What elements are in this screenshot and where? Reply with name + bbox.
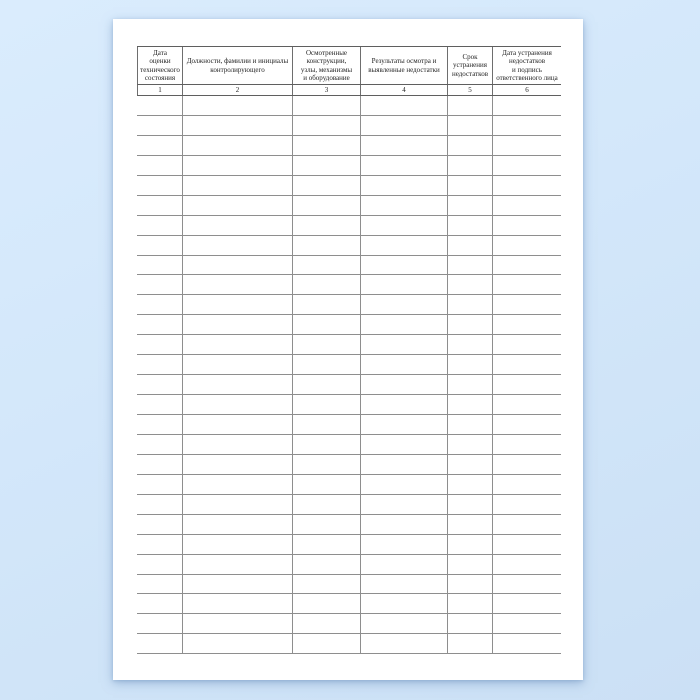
table-cell <box>447 355 492 374</box>
table-cell <box>492 335 561 354</box>
table-cell <box>182 116 292 135</box>
table-cell <box>492 375 561 394</box>
table-cell <box>447 315 492 334</box>
table-cell <box>137 495 182 514</box>
table-cell <box>182 355 292 374</box>
header-cell-date-fixed-signature: Дата устранения недостатков и подпись ответственного лица <box>492 47 561 84</box>
table-row <box>137 96 561 116</box>
table-cell <box>492 594 561 613</box>
table-cell <box>360 295 447 314</box>
table-cell <box>292 375 360 394</box>
table-cell <box>137 335 182 354</box>
table-cell <box>137 116 182 135</box>
table-cell <box>360 455 447 474</box>
table-cell <box>492 555 561 574</box>
table-cell <box>292 575 360 594</box>
table-cell <box>182 415 292 434</box>
table-cell <box>447 575 492 594</box>
table-cell <box>360 196 447 215</box>
table-cell <box>360 236 447 255</box>
table-cell <box>182 315 292 334</box>
table-cell <box>360 515 447 534</box>
table-cell <box>182 156 292 175</box>
table-row <box>137 256 561 276</box>
table-row <box>137 176 561 196</box>
table-cell <box>137 455 182 474</box>
table-row <box>137 236 561 256</box>
table-cell <box>492 196 561 215</box>
table-cell <box>360 475 447 494</box>
table-cell <box>182 196 292 215</box>
table-cell <box>137 216 182 235</box>
table-cell <box>182 594 292 613</box>
table-cell <box>137 435 182 454</box>
table-cell <box>492 295 561 314</box>
table-cell <box>447 216 492 235</box>
table-row <box>137 395 561 415</box>
table-cell <box>182 475 292 494</box>
table-cell <box>360 96 447 115</box>
table-cell <box>182 634 292 653</box>
table-cell <box>292 395 360 414</box>
table-cell <box>447 395 492 414</box>
table-cell <box>360 415 447 434</box>
table-cell <box>447 415 492 434</box>
column-number-row <box>137 85 561 96</box>
table-cell <box>447 455 492 474</box>
table-cell <box>182 176 292 195</box>
table-cell <box>292 495 360 514</box>
table-cell <box>137 236 182 255</box>
table-row <box>137 415 561 435</box>
table-row <box>137 594 561 614</box>
table-cell <box>360 275 447 294</box>
table-cell <box>137 634 182 653</box>
table-cell <box>492 236 561 255</box>
table-cell <box>292 295 360 314</box>
table-cell <box>447 335 492 354</box>
table-cell <box>447 555 492 574</box>
inspection-log-table <box>137 46 561 654</box>
header-cell-date-of-assessment: Дата оценки технического состояния <box>137 47 182 84</box>
table-cell <box>447 594 492 613</box>
table-cell <box>492 256 561 275</box>
table-cell <box>492 116 561 135</box>
table-cell <box>447 116 492 135</box>
table-cell <box>447 256 492 275</box>
table-cell <box>492 515 561 534</box>
column-number-2: 2 <box>182 85 292 95</box>
table-cell <box>182 535 292 554</box>
table-cell <box>360 495 447 514</box>
table-cell <box>447 535 492 554</box>
table-cell <box>447 96 492 115</box>
table-cell <box>447 614 492 633</box>
table-cell <box>182 435 292 454</box>
table-cell <box>492 415 561 434</box>
table-cell <box>360 156 447 175</box>
table-cell <box>292 515 360 534</box>
table-cell <box>182 455 292 474</box>
table-cell <box>292 256 360 275</box>
table-cell <box>182 275 292 294</box>
table-cell <box>292 435 360 454</box>
table-row <box>137 335 561 355</box>
table-cell <box>137 515 182 534</box>
table-cell <box>360 435 447 454</box>
table-cell <box>360 634 447 653</box>
table-cell <box>292 355 360 374</box>
table-cell <box>137 575 182 594</box>
table-cell <box>292 136 360 155</box>
table-cell <box>292 455 360 474</box>
table-row <box>137 535 561 555</box>
table-cell <box>360 575 447 594</box>
table-cell <box>292 116 360 135</box>
table-cell <box>447 475 492 494</box>
table-cell <box>447 196 492 215</box>
table-cell <box>292 96 360 115</box>
table-cell <box>182 575 292 594</box>
table-cell <box>492 535 561 554</box>
table-cell <box>492 495 561 514</box>
table-cell <box>137 355 182 374</box>
table-cell <box>292 475 360 494</box>
table-cell <box>360 256 447 275</box>
table-row <box>137 136 561 156</box>
table-row <box>137 315 561 335</box>
table-cell <box>137 555 182 574</box>
table-cell <box>137 156 182 175</box>
table-row <box>137 295 561 315</box>
table-cell <box>492 136 561 155</box>
table-row <box>137 355 561 375</box>
table-cell <box>492 355 561 374</box>
table-cell <box>360 594 447 613</box>
table-cell <box>360 555 447 574</box>
table-cell <box>492 96 561 115</box>
table-row <box>137 495 561 515</box>
table-row <box>137 196 561 216</box>
table-cell <box>292 156 360 175</box>
table-cell <box>292 335 360 354</box>
table-cell <box>360 136 447 155</box>
table-cell <box>492 575 561 594</box>
table-body <box>137 96 561 654</box>
table-row <box>137 475 561 495</box>
table-cell <box>492 634 561 653</box>
table-cell <box>292 176 360 195</box>
document-page <box>113 19 583 680</box>
table-cell <box>182 96 292 115</box>
table-cell <box>182 335 292 354</box>
table-cell <box>292 196 360 215</box>
table-cell <box>182 256 292 275</box>
table-cell <box>447 295 492 314</box>
table-row <box>137 575 561 595</box>
table-cell <box>137 96 182 115</box>
table-cell <box>292 315 360 334</box>
table-cell <box>137 475 182 494</box>
table-cell <box>137 295 182 314</box>
table-cell <box>182 495 292 514</box>
table-cell <box>137 415 182 434</box>
column-number-1: 1 <box>137 85 182 95</box>
table-cell <box>360 375 447 394</box>
table-cell <box>182 515 292 534</box>
table-cell <box>447 435 492 454</box>
table-cell <box>360 176 447 195</box>
table-cell <box>360 335 447 354</box>
table-cell <box>447 375 492 394</box>
table-cell <box>447 495 492 514</box>
table-cell <box>292 535 360 554</box>
table-cell <box>137 256 182 275</box>
table-row <box>137 555 561 575</box>
table-cell <box>360 535 447 554</box>
table-row <box>137 156 561 176</box>
table-cell <box>492 216 561 235</box>
table-cell <box>492 176 561 195</box>
table-cell <box>292 236 360 255</box>
table-cell <box>492 435 561 454</box>
table-cell <box>137 136 182 155</box>
table-cell <box>292 614 360 633</box>
table-cell <box>447 275 492 294</box>
table-cell <box>492 275 561 294</box>
table-cell <box>292 594 360 613</box>
table-cell <box>292 275 360 294</box>
table-cell <box>360 395 447 414</box>
table-row <box>137 375 561 395</box>
table-cell <box>137 275 182 294</box>
table-cell <box>292 415 360 434</box>
table-cell <box>137 315 182 334</box>
table-cell <box>137 375 182 394</box>
table-cell <box>492 395 561 414</box>
table-cell <box>137 176 182 195</box>
table-cell <box>492 614 561 633</box>
table-cell <box>492 455 561 474</box>
table-row <box>137 515 561 535</box>
table-cell <box>447 515 492 534</box>
table-cell <box>360 216 447 235</box>
table-cell <box>492 475 561 494</box>
table-cell <box>360 355 447 374</box>
table-cell <box>492 315 561 334</box>
table-cell <box>360 614 447 633</box>
table-cell <box>137 395 182 414</box>
table-row <box>137 216 561 236</box>
table-row <box>137 634 561 654</box>
column-number-3: 3 <box>292 85 360 95</box>
header-cell-inspection-results: Результаты осмотра и выявленные недостатки <box>360 47 447 84</box>
table-cell <box>137 594 182 613</box>
table-cell <box>182 555 292 574</box>
table-cell <box>360 116 447 135</box>
table-cell <box>447 176 492 195</box>
header-cell-deadline: Срок устранения недостатков <box>447 47 492 84</box>
column-number-6: 6 <box>492 85 561 95</box>
table-header <box>137 46 561 96</box>
table-row <box>137 275 561 295</box>
header-row <box>137 47 561 85</box>
table-cell <box>492 156 561 175</box>
table-cell <box>182 295 292 314</box>
header-cell-positions-names: Должности, фамилии и инициалы контролирующего <box>182 47 292 84</box>
table-cell <box>447 156 492 175</box>
table-row <box>137 435 561 455</box>
table-row <box>137 614 561 634</box>
table-row <box>137 116 561 136</box>
table-cell <box>137 535 182 554</box>
table-cell <box>137 196 182 215</box>
table-cell <box>182 136 292 155</box>
table-cell <box>447 136 492 155</box>
table-cell <box>137 614 182 633</box>
table-cell <box>447 236 492 255</box>
column-number-5: 5 <box>447 85 492 95</box>
table-cell <box>182 614 292 633</box>
table-cell <box>182 236 292 255</box>
column-number-4: 4 <box>360 85 447 95</box>
table-cell <box>360 315 447 334</box>
table-cell <box>182 395 292 414</box>
table-cell <box>447 634 492 653</box>
header-cell-inspected-structures: Осмотренные конструкции, узлы, механизмы и оборудование <box>292 47 360 84</box>
table-row <box>137 455 561 475</box>
table-cell <box>292 555 360 574</box>
table-cell <box>182 375 292 394</box>
table-cell <box>182 216 292 235</box>
table-cell <box>292 216 360 235</box>
table-cell <box>292 634 360 653</box>
